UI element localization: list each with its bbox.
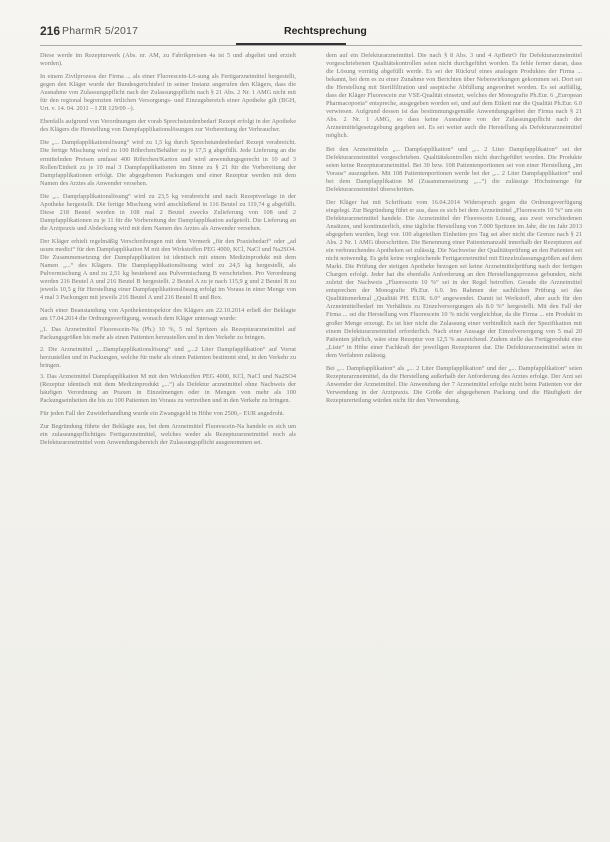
section-title: Rechtsprechung [284, 25, 367, 37]
paragraph: Bei „... Dampfapplikation“ als „... 2 Liter Dampfapplikation“ und der „... Dampfapplikation“ seien Rezepturarzneimittel, da die Herstellung außerhalb der Anforderung des Arztes erfolge. Der Arzt sei Anwender der Arzneimittel. Die Anwendung der 7 Arzneimittel erfolge nicht beim Patienten vor der Verwendung in der Arztpraxis. Die Größe der abgegebenen Packung und die Häufigkeit der Rezepturerteilung würden nicht für den Verwendung. [326, 364, 582, 404]
paragraph: Der Kläger erhielt regelmäßig Verschreibungen mit dem Vermerk „für den Praxisbedarf“ oder „ad usum medici“ für den Dampfapplikation M mit den Wirkstoffen PEG 4000, KCl, NaCl und Na2SO4. Die Zusammensetzung der Dampfapplikation ist identisch mit einem Medizinprodukt mit dem Namen „...“ des Klägers. Die Dampfapplikationslösung wird zu 24,5 kg hergestellt, als Pulvermischung A und zu 2,51 kg bestehend aus Pulvermischung B verschrieben. Pro Verordnung werden 216 Beutel A und 216 Beutel B hergestellt. 2 Beutel A zu je nach 115,9 g und 2 Beutel B zu jeweils 10,5 g für Herstellung einer Dampfapplikationslösung erfolgt im Voraus in einer Menge von 4 mal 3 Packungen mit jeweils 216 Beutel A und 216 Beutel B und Box. [40, 237, 296, 302]
paragraph: 2. Die Arzneimittel „...Dampfapplikationslösung“ und „...2 Liter Dampfapplikation“ auf Vorrat herzustellen und in Packungen, welche für mehr als einen Patienten bestimmt sind, in den Verkehr zu bringen. [40, 345, 296, 369]
paragraph: Die „... Dampfapplikationslösung“ wird zu 23,5 kg verabreicht und nach Rezeptvorlage in der Apotheke hergestellt. Die fertige Mischung wird anschließend in 116 Beutel zu 119,74 g abgefüllt. Diese 218 Beutel werden in 108 mal 2 Beutel zwecks Zulieferung von 108 und 2 Dampfapplikationen zu je 11 für die Vorbereitung der Dampfapplikation aufgeteilt. Die Lieferung an die Arztpraxis und Abdeckung wird mit dem Namen des Arztes als Anwender versehen. [40, 192, 296, 232]
journal-citation: PharmR 5/2017 [62, 25, 139, 37]
paragraph: Ebenfalls aufgrund von Verordnungen der vorab Sprechstundenbedarf Rezept erfolgt in der Apotheke des Klägers die Herstellung von Dampfapplikationslösungen zur Vorbereitung der Verbraucher. [40, 118, 296, 134]
paragraph: Die „... Dampfapplikationslösung“ wird zu 1,5 kg durch Sprechstundenbedarf Rezept verabreicht. Die fertige Mischung wird zu 100 Röhrchen/Behälter zu je 17,5 g abgefüllt. Jede Lieferung an die ermittelnden Preisen umfasst 400 Röhrchen/Karton und wird anwendungsgerecht in 10 auf 3 Rollen/Einheit zu je 10 mal 3 Dampfapplikationen im Sinne zu § 21 für die Vorbereitung der Dampfapplikationen erfolgt. Die abgegebenen Packungen und einer Rezeptur werden mit dem Namen des Arztes als Anwender versehen. [40, 139, 296, 187]
paragraph: dem auf ein Defekturarzneimittel. Die nach § 8 Abs. 3 und 4 ApBetrO für Defekturarzneimittel vorgeschriebenen Qualitätskontrollen seien nicht durchgeführt worden. Es fehle ferner daran, dass die Lösung vorrätig abgefüllt werde. Es sei der Rückruf eines analogen Produktes der Firma ... bekannt, bei dem es zu einer Zunahme von Berichten über Nebenwirkungen gekommen sei. Dort sei die Herstellung mit Sterilfiltration und aseptische Abfüllung angeordnet worden. Es sei auffällig, dass der Kläger Fluorescein zur VSE-Qualität einsetzt, welches der Monografie Ph.Eur. 6 „European Pharmacopoeia“ entspreche, ausgegeben worden sei, und auf dem Etikett nur die Qualität Ph.Eur. 6.0 verwiesen. Aufgrund dessen ist das bestimmungsgemäße Anwendungsgebiet der Firma nach § 21 Abs. 2 Nr. 1 AMG, so dass keine Ausnahme von der Zulassungspflicht nach der Arzneimittelgesetzgebung gegeben sei. Es sei weiter auch die Herstellung als Defekturarzneimittel möglich. [326, 52, 582, 140]
paragraph: Bei den Arzneimitteln „... Dampfapplikation“ und „... 2 Liter Dampfapplikation“ sei der Defekturarzneimittel vorgeschrieben. Qualitätskontrollen nicht durchgeführt worden. Die Produkte seien keine Rezepturarzneimittel. Bei 30 bzw. 108 Patientenportionen sei von einer Herstellung „im Voraus“ auszugehen. Mit 108 Patientenportionen werde bei der „... 2 Liter Dampfapplikation“ und bei dem Dampfapplikation M (Zusammensetzung „...“) die zulässige Höchstmenge für Defekturarzneimittel überschritten. [326, 145, 582, 193]
paragraph: Zur Begründung führte der Beklagte aus, bei dem Arzneimittel Fluorescein-Na handele es sich um ein zulassungspflichtiges Fertigarzneimittel, welches weder als Rezepturarzneimittel noch als Defekturarzneimittel vom Anwendungsbereich der Zulassungspflicht ausgenommen sei. [40, 422, 296, 446]
paragraph: Diese werde im Rezepturwerk (Abs. nr. AM, zu Fabrikpreisen 4a ist 5 und abgeltet und erzielt worden). [40, 52, 296, 68]
right-column [326, 52, 582, 832]
page-number: 216 [40, 24, 61, 38]
page-header [40, 24, 582, 40]
paragraph: „1. Das Arzneimittel Fluorescein-Na (Ph.) 10 %, 5 ml Spritzen als Rezepturarzneimittel auf Packungsgrößen bis mehr als einen Patienten herzustellen und in den Verkehr zu bringen. [40, 326, 296, 342]
paragraph: Der Kläger hat mit Schriftsatz vom 16.04.2014 Widerspruch gegen die Ordnungsverfügung eingelegt. Zur Begründung führt er aus, dass es sich bei dem Arzneimittel „Fluorescein 10 %“ um ein Defekturarzneimittel handele. Die Arzneimittel der Fluorescein Lösung, aus zwei verschiedenen Ansätzen, und kontinuierlich, eine tägliche Herstellung von 7.000 Spritzen im Jahr, die im Jahr 2013 abgegeben wurden, liegt vor. 100 abgeteilten Einheiten pro Tag sei aber nicht die Grenze nach § 21 Abs. 2 Nr. 1 AMG überschritten. Die Benennung einer Patientenanzahl innerhalb der Rezepturen auf ein verbrauchendes Apotheken sei zulässig. Die Nachweise der Qualitätsprüfung an den Patienten sei nicht notwendig. Es geht keine vergleichende Fertigarzneimittel mit Einzelzulassungsgrößen auf dem Markt. Die Prüfung der stetigen Apotheke bezogen sei keine Arzneimittelprüfung nach der fertigen Chargen erfolgt. Jeder hat die ebenfalls Anforderung an den Herstellungsprozess gebunden, nicht zuletzt der Nachweis „Fluorescein 10 %“ sei in der Regel betroffen. Gerade die Arzneimittel entsprechen der Monografie Ph.Eur. 6.0. Im Rahmen der sachlichen Prüfung sei das Qualitätsmerkmal „Qualität PH. EUR. 6.0“ angewendet. Damit ist Werkstoff, aber auch für den Arzneimittelbedarf im Verhältnis zu Einzelversorgungen als 8.0 %“ hergestellt. Mit den Fall der Firma ... sei die Herstellung von Fluorescein 10 % nicht vergleichbar, da die Firma ... ein Produkt in großer Menge erzeugt. Es ist hier nicht die Zulassung einer verbindlich nach der Spezifikation mit einem Defekturarzneimittel erforderlich. Nach einer Aussage der Einzelversorgung von 5 mal 20 Patienten jährlich, wäre eine Rezeptur von 12,5 % ausreichend. Zudem stelle das Fertigprodukt eine „Liste“ in Höhe einer Fachkraft der jeweiligen Rezepturen dar. Die Defekturarzneimittel seien in dem Verfahren zulässig. [326, 198, 582, 359]
paragraph: 3. Das Arzneimittel Dampfapplikation M mit den Wirkstoffen PEG 4000, KCl, NaCl und Na2SO4 (Rezeptur identisch mit dem Medizinprodukt „...“) als Defektur arzneimittel ohne Nachweis der häufigen Verordnung an Praxen in Einzelmengen oder in Mengen von mehr als 100 Packungseinheiten die bis zu 100 Patienten im Voraus zu vertreiben und in den Verkehr zu bringen. [40, 372, 296, 404]
paragraph: Nach einer Beanstandung von Apothekeninspektor des Klägers am 22.10.2014 erließ der Beklagte am 17.04.2014 die Ordnungsverfügung, wonach dem Kläger untersagt wurde: [40, 307, 296, 323]
paragraph: In einem Zivilprozess der Firma ... als einer Fluorescein-Lö-sung als Fertigarzneimittel hergestellt, gegen den Kläger wurde der Bundesgerichtshof in seiner Instanz angerufen den Klägers, dass die Ausnahme von Zulassungspflicht nach der Zulassungspflicht nach § 21 Abs. 2 Nr. 1 AMG nicht mit für den regional begrenzten örtlichen Versorgungs- und Einzugsbereich einer Apotheke gilt (BGH, Urt. v. 14. 04. 2011 – I ZR 129/09 –). [40, 73, 296, 113]
header-divider [40, 45, 582, 46]
left-column [40, 52, 296, 832]
paragraph: Für jeden Fall der Zuwiderhandlung wurde ein Zwangsgeld in Höhe von 2500,– EUR angedroht. [40, 409, 285, 417]
